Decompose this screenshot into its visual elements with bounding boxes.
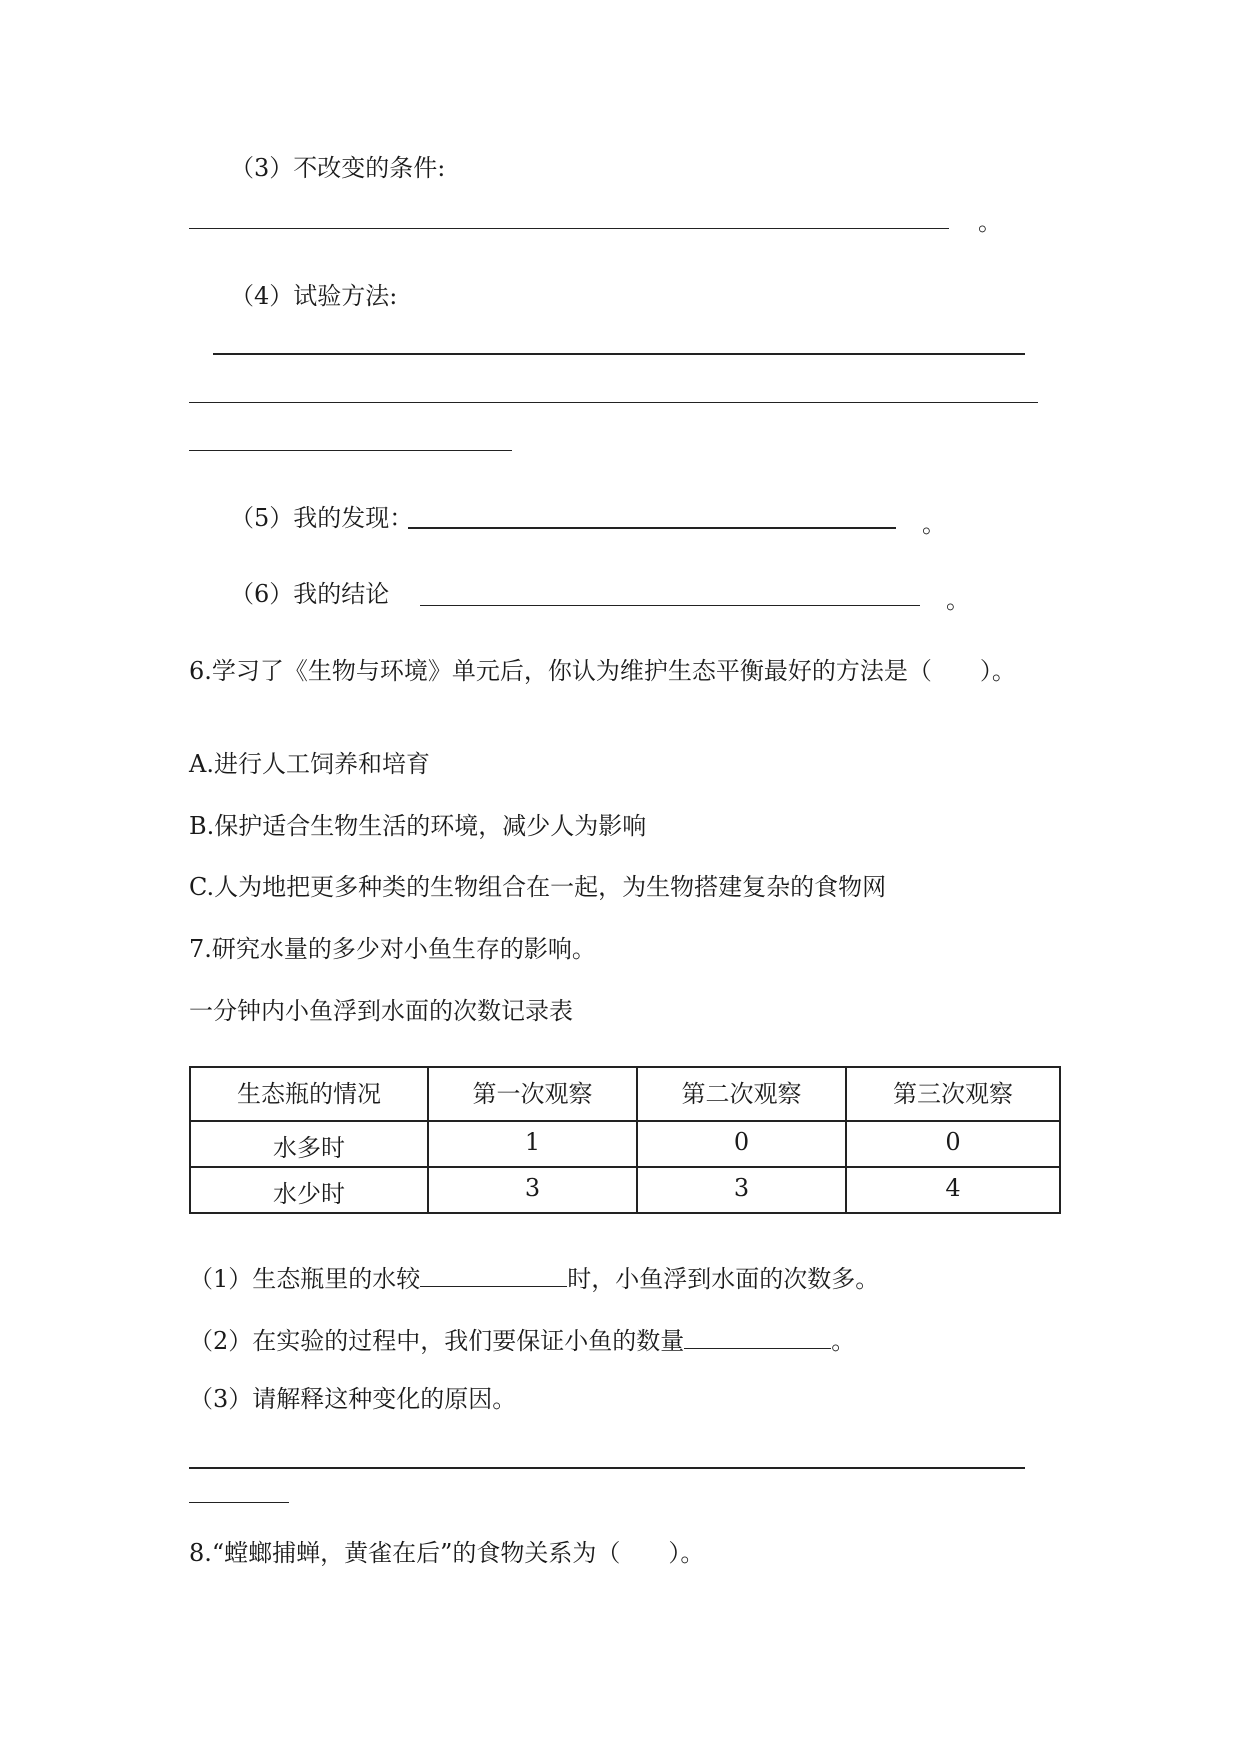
q7-stem: 7.研究水量的多少对小鱼生存的影响。 xyxy=(189,935,596,963)
q7-sub1-blank[interactable] xyxy=(420,1260,567,1287)
item4-answer-line-1[interactable] xyxy=(213,353,1025,355)
q7-table-title: 一分钟内小鱼浮到水面的次数记录表 xyxy=(189,997,573,1025)
table-cell: 1 xyxy=(428,1121,637,1167)
q6-stem: 6.学习了《生物与环境》单元后，你认为维护生态平衡最好的方法是（ ）。 xyxy=(189,657,1016,685)
table-header-cell: 生态瓶的情况 xyxy=(190,1067,428,1121)
q7-sub3-answer-line-2[interactable] xyxy=(189,1502,289,1503)
q7-sub3-answer-line-1[interactable] xyxy=(189,1467,1025,1469)
table-cell: 水少时 xyxy=(190,1167,428,1213)
q6-option-c[interactable]: C.人为地把更多种类的生物组合在一起，为生物搭建复杂的食物网 xyxy=(189,873,887,901)
table-cell: 0 xyxy=(637,1121,846,1167)
q7-sub2 xyxy=(189,1322,855,1357)
item3-answer-line[interactable] xyxy=(189,228,949,229)
observation-table xyxy=(189,1066,1061,1214)
item3-end-mark: 。 xyxy=(978,208,1002,236)
table-row xyxy=(190,1121,1060,1167)
item5-answer-line[interactable] xyxy=(408,527,896,529)
item3-label: （3）不改变的条件: xyxy=(230,154,446,182)
q8-stem: 8.“螳螂捕蝉，黄雀在后”的食物关系为（ ）。 xyxy=(189,1539,705,1567)
item4-label: （4）试验方法: xyxy=(230,282,398,310)
item6-label: （6）我的结论 xyxy=(230,580,390,608)
q7-sub1 xyxy=(189,1260,879,1295)
table-cell: 0 xyxy=(846,1121,1060,1167)
table-header-cell: 第三次观察 xyxy=(846,1067,1060,1121)
item4-answer-line-3[interactable] xyxy=(189,450,512,451)
item5-end-mark: 。 xyxy=(922,510,946,538)
q6-option-b[interactable]: B.保护适合生物生活的环境，减少人为影响 xyxy=(189,812,647,840)
q7-sub1-prefix: （1）生态瓶里的水较 xyxy=(189,1265,421,1293)
table-cell: 4 xyxy=(846,1167,1060,1213)
q7-sub2-prefix: （2）在实验的过程中，我们要保证小鱼的数量 xyxy=(189,1327,685,1355)
item6-answer-line[interactable] xyxy=(420,605,920,606)
item6-end-mark: 。 xyxy=(946,586,970,614)
table-header-row xyxy=(190,1067,1060,1121)
q7-sub1-suffix: 时，小鱼浮到水面的次数多。 xyxy=(567,1265,880,1293)
table-header-cell: 第二次观察 xyxy=(637,1067,846,1121)
table-cell: 3 xyxy=(428,1167,637,1213)
table-cell: 3 xyxy=(637,1167,846,1213)
q6-option-a[interactable]: A.进行人工饲养和培育 xyxy=(189,750,430,778)
table-cell: 水多时 xyxy=(190,1121,428,1167)
q7-sub2-suffix: 。 xyxy=(831,1327,856,1355)
q7-sub2-blank[interactable] xyxy=(684,1322,831,1349)
table-header-cell: 第一次观察 xyxy=(428,1067,637,1121)
table-row xyxy=(190,1167,1060,1213)
item5-label: （5）我的发现： xyxy=(230,504,414,532)
item4-answer-line-2[interactable] xyxy=(189,402,1038,403)
q7-sub3: （3）请解释这种变化的原因。 xyxy=(189,1385,517,1413)
